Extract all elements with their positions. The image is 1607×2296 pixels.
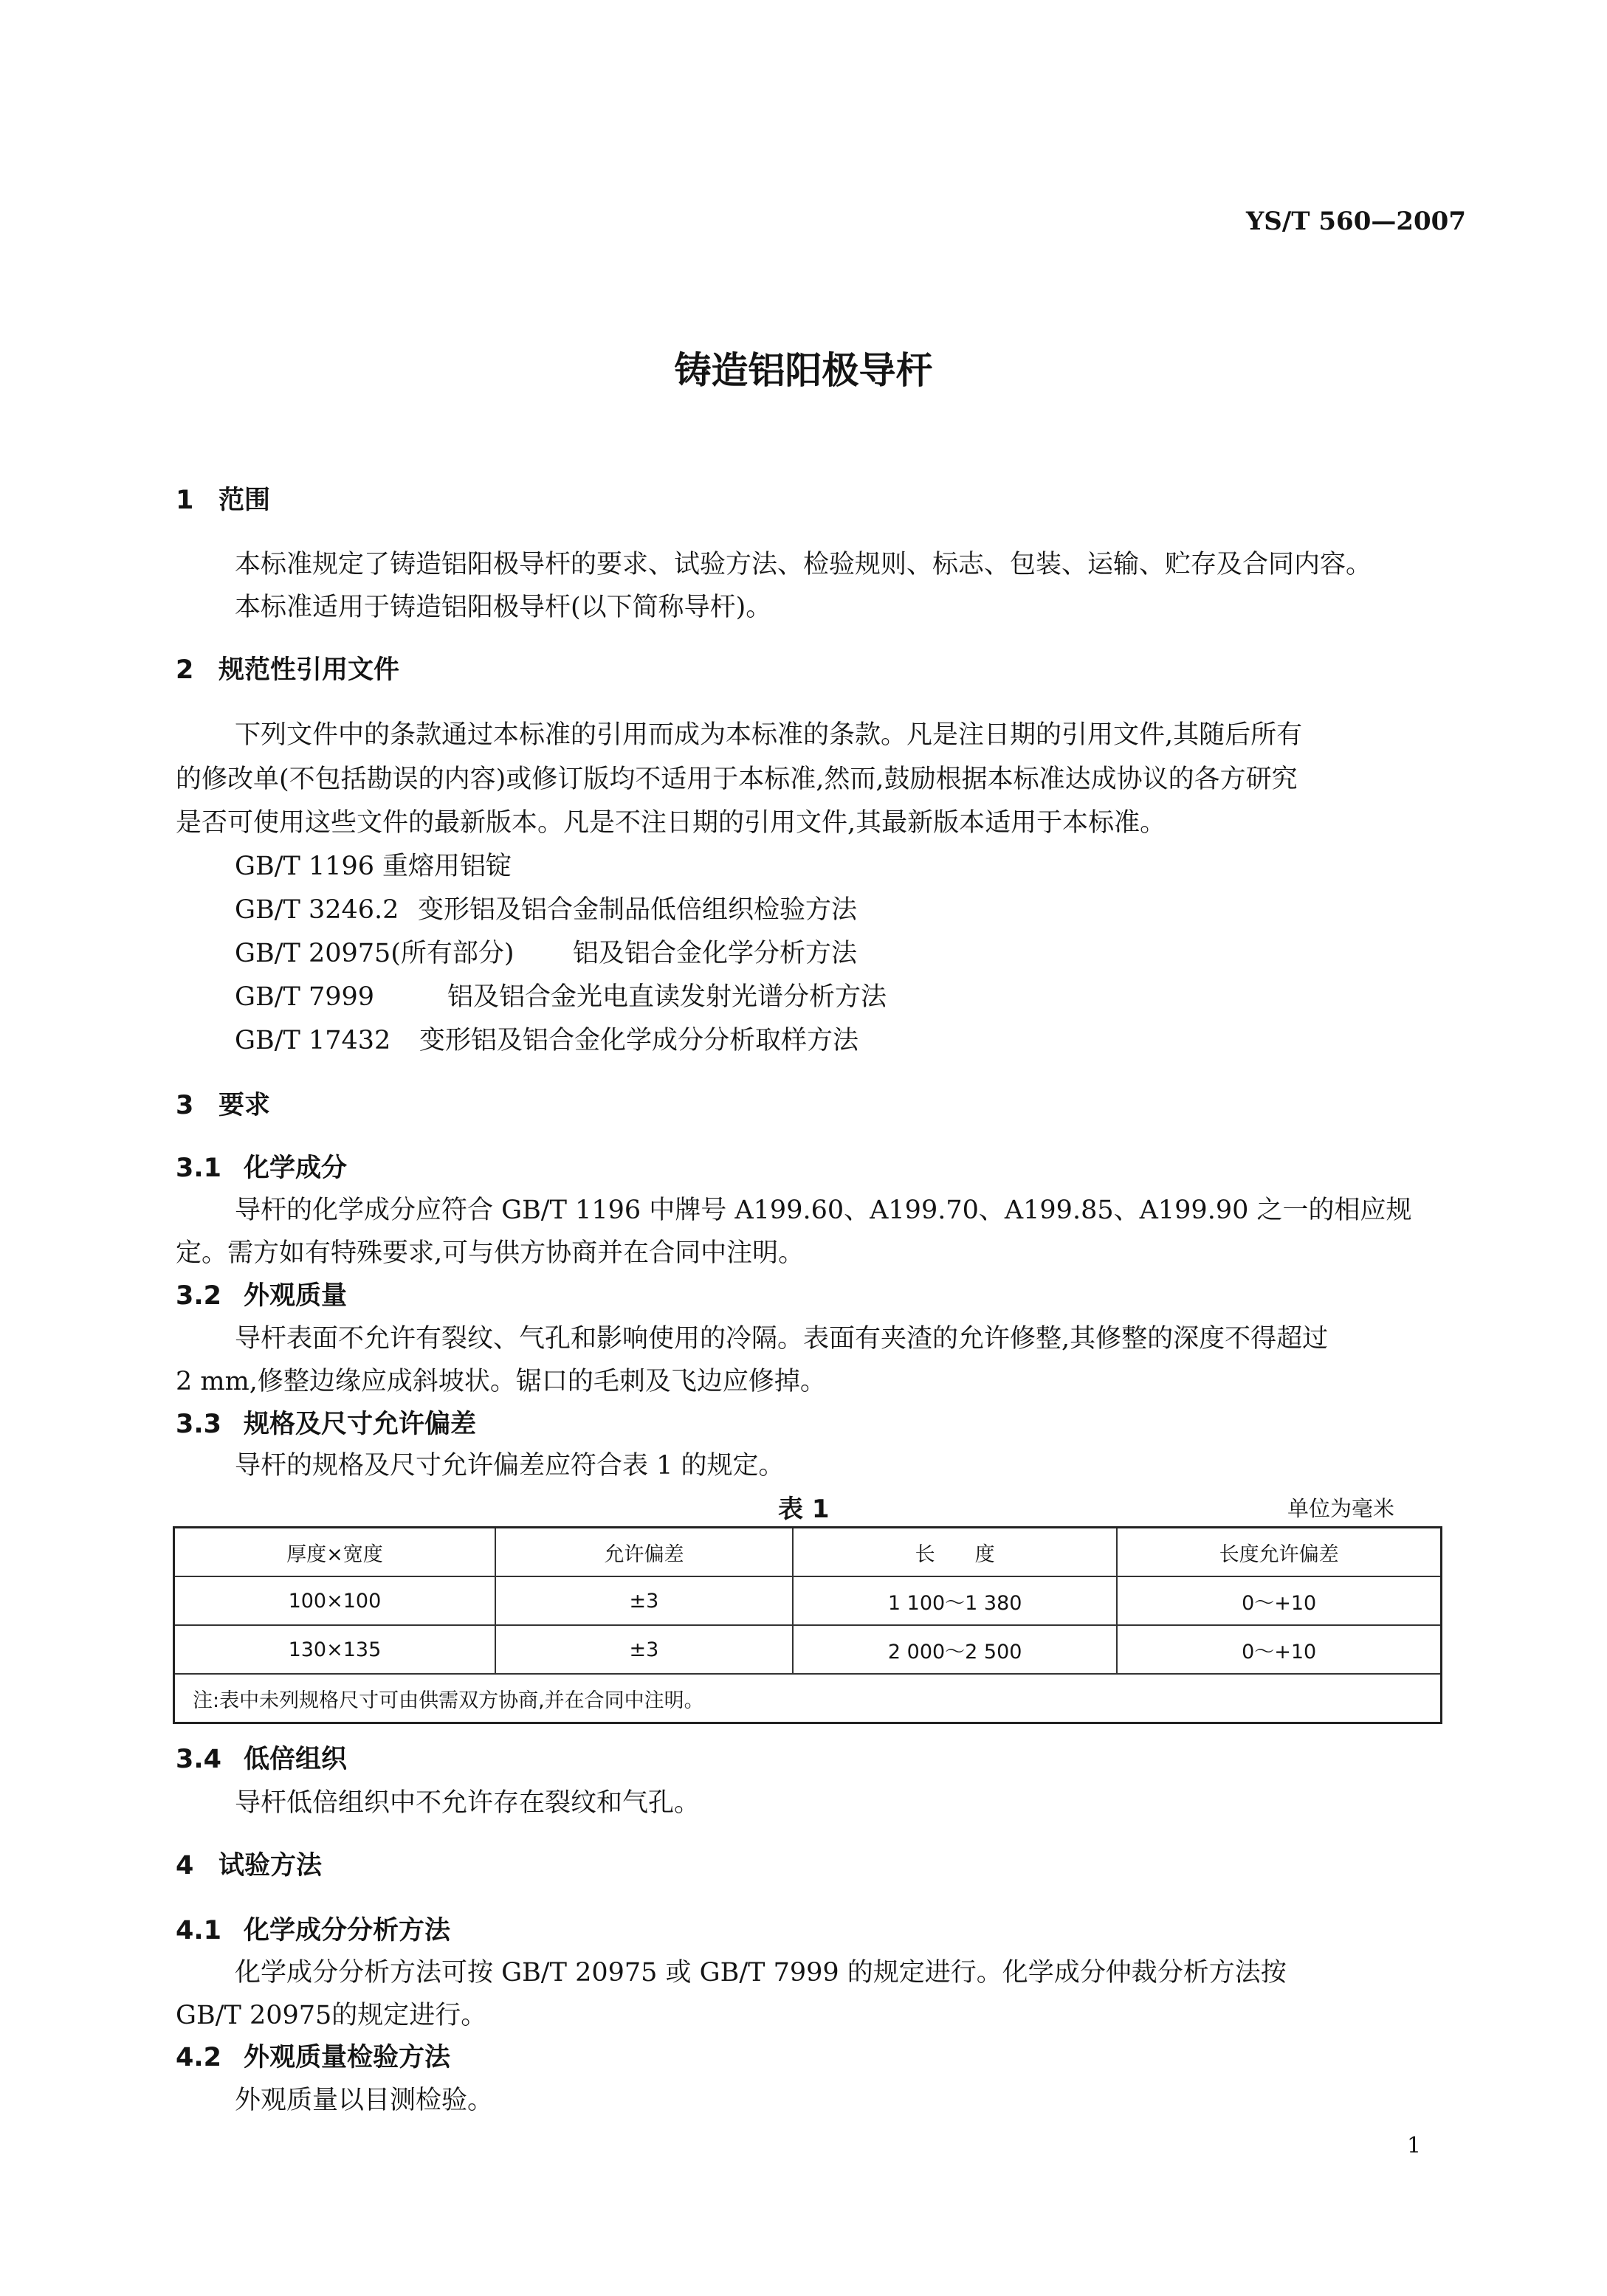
table-cell: 1 100～1 380 [793,1576,1117,1625]
spec-table [173,1526,1442,1724]
table-header-cell: 长 度 [793,1528,1117,1577]
table-header-cell: 允许偏差 [495,1528,793,1577]
subsection-number: 3.2 [176,1281,222,1311]
subsection-4-2-heading [176,2037,450,2074]
paragraph-line: 定。需方如有特殊要求,可与供方协商并在合同中注明。 [176,1238,805,1268]
paragraph: 本标准规定了铸造铝阳极导杆的要求、试验方法、检验规则、标志、包装、运输、贮存及合同内容。 [235,550,1372,579]
subsection-title: 规格及尺寸允许偏差 [244,1410,477,1439]
subsection-3-3-heading [176,1404,476,1441]
subsection-number: 4.2 [176,2043,222,2072]
document-code: YS/T 560—2007 [1246,207,1466,236]
reference-item [235,846,512,883]
subsection-4-1-heading [176,1910,450,1947]
subsection-number: 3.4 [176,1745,222,1774]
document-title: 铸造铝阳极导杆 [674,349,933,392]
paragraph-line: 导杆低倍组织中不允许存在裂纹和气孔。 [235,1788,701,1818]
subsection-title: 外观质量检验方法 [244,2043,451,2072]
section-2-heading [176,649,399,686]
subsection-title: 化学成分分析方法 [244,1916,451,1945]
reference-title: 铝及铝合金化学分析方法 [573,939,858,968]
subsection-number: 3.1 [176,1154,222,1183]
table-note: 注:表中未列规格尺寸可由供需双方协商,并在合同中注明。 [174,1674,1442,1723]
section-number: 3 [176,1091,194,1120]
subsection-title: 低倍组织 [244,1745,348,1774]
subsection-3-1-heading [176,1148,347,1185]
subsection-title: 外观质量 [244,1281,348,1311]
reference-code: GB/T 3246.2 [235,895,399,925]
reference-code: GB/T 7999 [235,982,375,1012]
table-cell: 130×135 [174,1625,495,1674]
section-number: 4 [176,1851,194,1880]
reference-code: GB/T 1196 [235,852,375,881]
reference-item [235,933,857,970]
table-header-row [174,1528,1442,1577]
reference-item [235,1020,858,1057]
paragraph-line: 是否可使用这些文件的最新版本。凡是不注日期的引用文件,其最新版本适用于本标准。 [176,808,1166,838]
section-number: 2 [176,655,194,685]
paragraph-line: 下列文件中的条款通过本标准的引用而成为本标准的条款。凡是注日期的引用文件,其随后所有 [235,720,1303,750]
reference-title: 铝及铝合金光电直读发射光谱分析方法 [447,982,887,1012]
subsection-title: 化学成分 [244,1154,348,1183]
reference-item [235,976,887,1013]
section-1-heading [176,480,270,517]
reference-code: GB/T 20975(所有部分) [235,939,515,968]
paragraph-line: 导杆的化学成分应符合 GB/T 1196 中牌号 A199.60、A199.70、A199.85、A199.90 之一的相应规 [235,1196,1412,1225]
table-cell: 100×100 [174,1576,495,1625]
table-row [174,1576,1442,1625]
table-cell: 2 000～2 500 [793,1625,1117,1674]
table-unit: 单位为毫米 [1287,1496,1395,1521]
section-title: 要求 [218,1091,271,1120]
reference-title: 变形铝及铝合金制品低倍组织检验方法 [418,895,858,925]
subsection-number: 4.1 [176,1916,222,1945]
table-header-cell: 长度允许偏差 [1117,1528,1441,1577]
table-note-row [174,1674,1442,1723]
paragraph-line: 的修改单(不包括勘误的内容)或修订版均不适用于本标准,然而,鼓励根据本标准达成协议的各方研究 [176,765,1298,794]
section-number: 1 [176,486,194,515]
paragraph-line: 化学成分分析方法可按 GB/T 20975 或 GB/T 7999 的规定进行。化学成分仲裁分析方法按 [235,1958,1287,1988]
section-title: 试验方法 [218,1851,323,1880]
table-cell: 0～+10 [1117,1625,1441,1674]
subsection-3-2-heading [176,1275,347,1312]
paragraph-line: 导杆的规格及尺寸允许偏差应符合表 1 的规定。 [235,1451,785,1480]
reference-item [235,889,857,926]
paragraph-line: 2 mm,修整边缘应成斜坡状。锯口的毛刺及飞边应修掉。 [176,1367,826,1396]
section-3-heading [176,1085,270,1122]
reference-title: 重熔用铝锭 [382,852,512,881]
paragraph: 本标准适用于铸造铝阳极导杆(以下简称导杆)。 [235,593,772,622]
paragraph-line: 导杆表面不允许有裂纹、气孔和影响使用的冷隔。表面有夹渣的允许修整,其修整的深度不得超过 [235,1324,1329,1354]
paragraph-line: 外观质量以目测检验。 [235,2086,494,2115]
table-header-cell: 厚度×宽度 [174,1528,495,1577]
table-caption: 表 1 [778,1495,830,1524]
section-title: 范围 [218,486,271,515]
table-row [174,1625,1442,1674]
table-cell: ±3 [495,1625,793,1674]
section-4-heading [176,1845,322,1882]
section-title: 规范性引用文件 [218,655,400,685]
subsection-3-4-heading [176,1739,347,1776]
subsection-number: 3.3 [176,1410,222,1439]
table-cell: 0～+10 [1117,1576,1441,1625]
reference-code: GB/T 17432 [235,1026,391,1055]
table-cell: ±3 [495,1576,793,1625]
reference-title: 变形铝及铝合金化学成分分析取样方法 [419,1026,859,1055]
paragraph-line: GB/T 20975的规定进行。 [176,2001,487,2030]
page-number: 1 [1407,2133,1422,2159]
